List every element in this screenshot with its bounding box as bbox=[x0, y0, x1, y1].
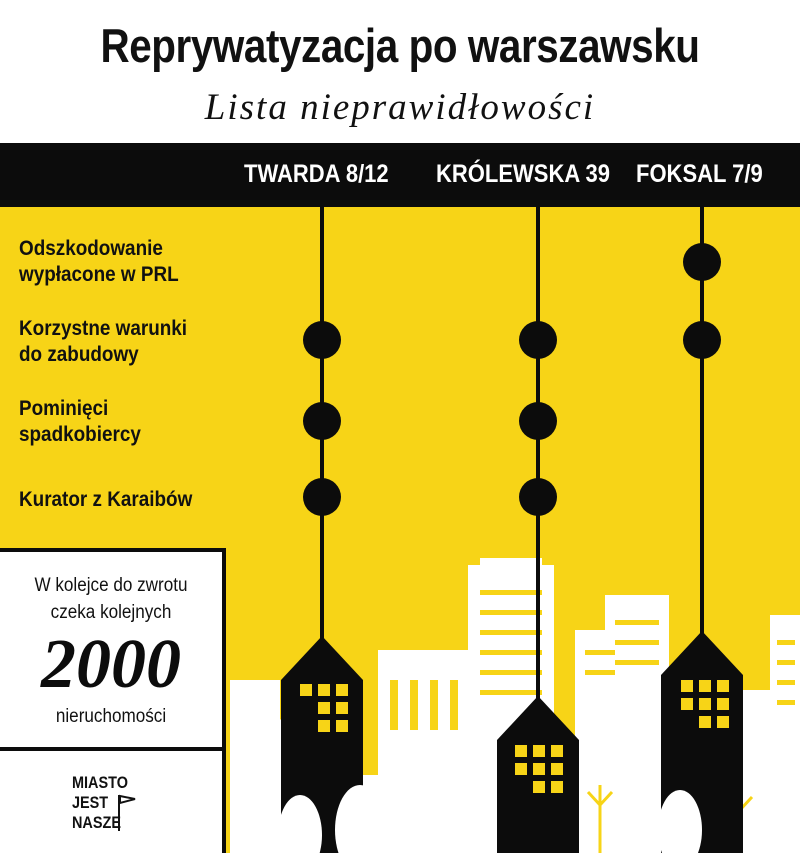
dot-foksal-odszkodowanie bbox=[683, 243, 721, 281]
logo-line: JEST bbox=[72, 793, 109, 812]
info-text bbox=[11, 572, 211, 626]
row-label-line: do zabudowy bbox=[19, 343, 139, 366]
logo-line: MIASTO bbox=[72, 773, 128, 792]
row-label-line: spadkobiercy bbox=[19, 423, 141, 446]
row-label-line: Korzystne warunki bbox=[19, 317, 188, 340]
info-number: 2000 bbox=[41, 626, 181, 703]
info-line: nieruchomości bbox=[55, 706, 167, 727]
flag-icon bbox=[116, 793, 138, 833]
info-line: W kolejce do zwrotu bbox=[34, 575, 188, 596]
logo-box bbox=[0, 751, 226, 853]
dot-krolewska-kurator bbox=[519, 478, 557, 516]
logo-line: NASZE bbox=[72, 813, 121, 832]
dot-krolewska-spadkobiercy bbox=[519, 402, 557, 440]
dot-foksal-warunki bbox=[683, 321, 721, 359]
dot-twarda-warunki bbox=[303, 321, 341, 359]
row-label-line: Pominięci bbox=[19, 397, 109, 420]
row-label-line: wypłacone w PRL bbox=[19, 263, 179, 286]
dot-krolewska-warunki bbox=[519, 321, 557, 359]
column-label-foksal: FOKSAL 7/9 bbox=[636, 160, 763, 188]
row-label-line: Odszkodowanie bbox=[19, 237, 163, 260]
info-line: czeka kolejnych bbox=[50, 602, 172, 623]
info-box bbox=[0, 548, 226, 751]
row-label-line: Kurator z Karaibów bbox=[19, 488, 193, 511]
page-title: Reprywatyzacja po warszawsku bbox=[100, 19, 700, 72]
matrix-dots bbox=[303, 243, 721, 516]
page-subtitle: Lista nieprawidłowości bbox=[204, 87, 596, 128]
dot-twarda-kurator bbox=[303, 478, 341, 516]
dot-twarda-spadkobiercy bbox=[303, 402, 341, 440]
column-label-krolewska: KRÓLEWSKA 39 bbox=[436, 160, 610, 188]
column-label-twarda: TWARDA 8/12 bbox=[244, 160, 389, 188]
